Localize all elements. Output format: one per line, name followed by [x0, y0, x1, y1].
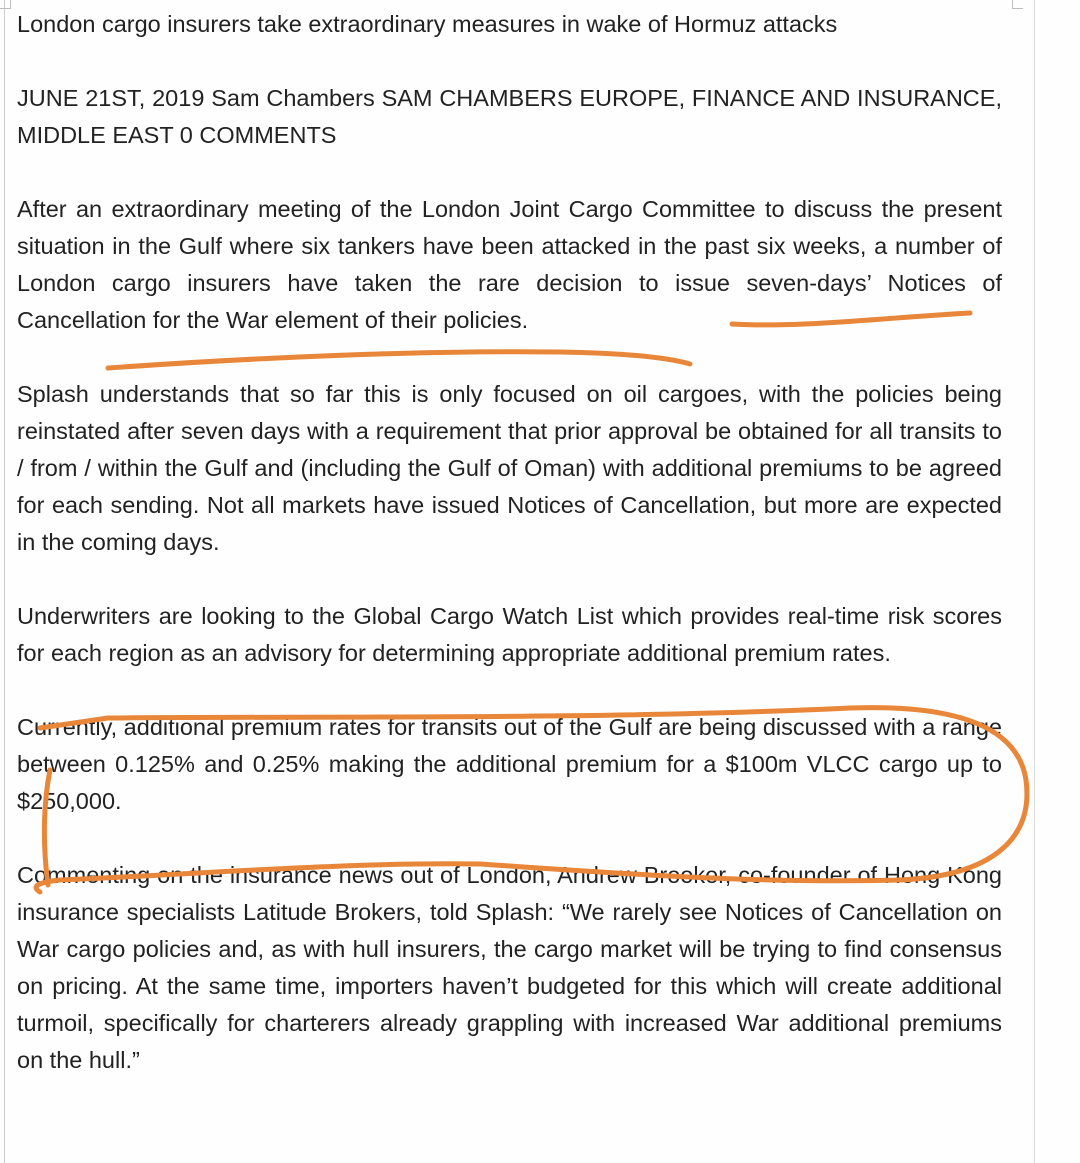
paragraph-committee-meeting: After an extraordinary meeting of the London Joint Cargo Committee to discuss the present situation in the Gulf where six tankers have been attacked in the past six weeks, a number of London cargo insurers have taken the rare decision to issue seven-days’ Notices of Cancellation for the War element of their policies.: [17, 196, 1002, 333]
paragraph-brooker-quote: Commenting on the insurance news out of London, Andrew Brooker, co-founder of Hong Kong insurance specialists Latitude Brokers, told Splash: “We rarely see Notices of Cancellation on War cargo policies and, as with hull insurers, the cargo market will be trying to find consensus on pricing. At the same time, importers haven’t budgeted for this which will create additional turmoil, specifically for charterers already grappling with increased War additional premiums on the hull.”: [17, 862, 1002, 1073]
paragraph-splash-understands: Splash understands that so far this is only focused on oil cargoes, with the policies being reinstated after seven days with a requirement that prior approval be obtained for all transits to / from / within the Gulf and (including the Gulf of Oman) with additional premiums to be agreed for each sending. Not all markets have issued Notices of Cancellation, but more are expected in the coming days.: [17, 381, 1002, 555]
article-byline: JUNE 21ST, 2019 Sam Chambers SAM CHAMBERS EUROPE, FINANCE AND INSURANCE, MIDDLE EAST 0 COMMENTS: [17, 85, 1002, 148]
page-corner-mark-right: [1012, 0, 1023, 9]
article: [17, 6, 1002, 1116]
page-corner-mark-left: [0, 0, 11, 9]
article-headline: London cargo insurers take extraordinary measures in wake of Hormuz attacks: [17, 11, 838, 37]
paragraph-underwriters: Underwriters are looking to the Global Cargo Watch List which provides real-time risk scores for each region as an advisory for determining appropriate additional premium rates.: [17, 603, 1002, 666]
page-right-edge: [1034, 0, 1035, 1163]
paragraph-premium-rates: Currently, additional premium rates for transits out of the Gulf are being discussed with a range between 0.125% and 0.25% making the additional premium for a $100m VLCC cargo up to $250,000.: [17, 714, 1002, 814]
page-left-edge: [4, 0, 5, 1163]
